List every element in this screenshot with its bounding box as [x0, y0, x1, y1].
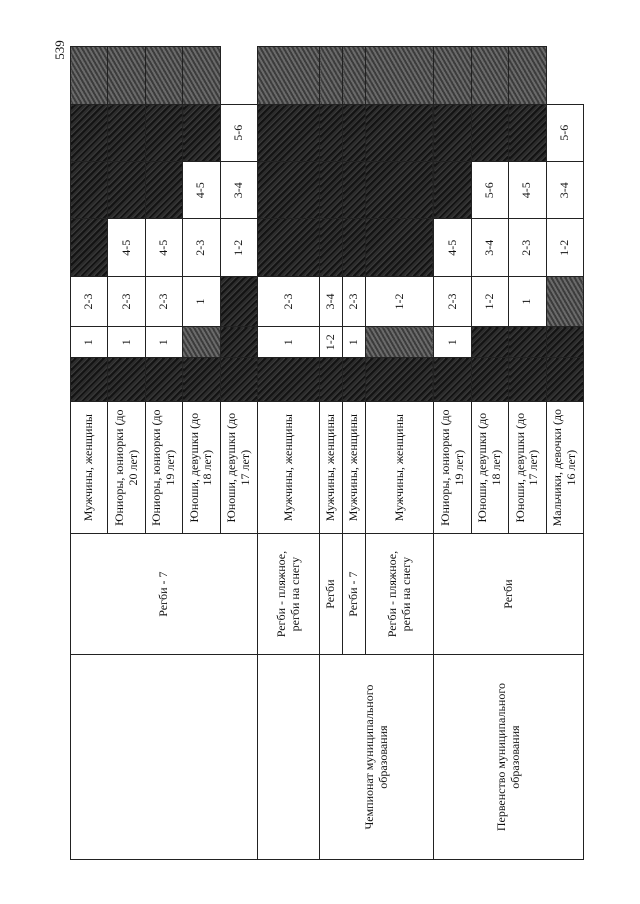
shaded-cell	[365, 104, 434, 161]
shaded-cell	[343, 219, 366, 276]
shaded-cell	[220, 358, 257, 402]
shaded-cell	[343, 162, 366, 219]
shaded-cell	[509, 358, 546, 402]
place-cell: 4-5	[145, 219, 182, 276]
sport-cell: Регби - пляжное, регби на снегу	[257, 533, 319, 654]
shaded-cell	[183, 47, 220, 105]
place-cell: 3-4	[220, 162, 257, 219]
shaded-cell	[145, 104, 182, 161]
shaded-cell	[343, 47, 366, 105]
shaded-cell	[546, 276, 583, 326]
shaded-cell	[71, 104, 108, 161]
place-cell: 1	[343, 327, 366, 358]
group-cell: Мужчины, женщины	[343, 402, 366, 534]
rotated-table-area	[70, 46, 584, 860]
shaded-cell	[320, 104, 343, 161]
group-cell: Юниоры, юниорки (до 19 лет)	[434, 402, 471, 534]
shaded-cell	[108, 104, 145, 161]
sport-cell: Регби - 7	[343, 533, 366, 654]
shaded-cell	[108, 47, 145, 105]
shaded-cell	[365, 219, 434, 276]
group-cell: Юноши, девушки (до 18 лет)	[471, 402, 508, 534]
place-cell: 5-6	[471, 162, 508, 219]
place-cell: 1-2	[546, 219, 583, 276]
sport-cell: Регби - пляжное, регби на снегу	[365, 533, 434, 654]
shaded-cell	[145, 358, 182, 402]
group-cell: Мужчины, женщины	[365, 402, 434, 534]
shaded-cell	[471, 358, 508, 402]
place-cell: 4-5	[183, 162, 220, 219]
group-cell: Мужчины, женщины	[71, 402, 108, 534]
shaded-cell	[343, 358, 366, 402]
shaded-cell	[183, 358, 220, 402]
shaded-cell	[509, 47, 546, 105]
group-cell: Юниоры, юниорки (до 19 лет)	[145, 402, 182, 534]
group-cell: Юноши, девушки (до 17 лет)	[220, 402, 257, 534]
group-cell: Юноши, девушки (до 17 лет)	[509, 402, 546, 534]
shaded-cell	[220, 327, 257, 358]
shaded-cell	[471, 327, 508, 358]
place-cell: 2-3	[71, 276, 108, 326]
shaded-cell	[108, 358, 145, 402]
place-cell: 3-4	[320, 276, 343, 326]
place-cell: 2-3	[257, 276, 319, 326]
shaded-cell	[434, 358, 471, 402]
shaded-cell	[546, 327, 583, 358]
place-cell: 4-5	[509, 162, 546, 219]
place-cell: 5-6	[546, 104, 583, 161]
shaded-cell	[257, 219, 319, 276]
shaded-cell	[257, 104, 319, 161]
place-cell: 2-3	[183, 219, 220, 276]
place-cell: 2-3	[108, 276, 145, 326]
shaded-cell	[71, 358, 108, 402]
place-cell: 1	[108, 327, 145, 358]
shaded-cell	[257, 47, 319, 105]
shaded-cell	[257, 358, 319, 402]
shaded-cell	[145, 162, 182, 219]
table-row	[434, 47, 471, 860]
shaded-cell	[434, 162, 471, 219]
page-number: 539	[52, 40, 67, 60]
shaded-cell	[71, 47, 108, 105]
shaded-cell	[365, 327, 434, 358]
shaded-cell	[145, 47, 182, 105]
competition-type-cell	[71, 655, 258, 860]
group-cell: Юноши, девушки (до 18 лет)	[183, 402, 220, 534]
place-cell: 4-5	[434, 219, 471, 276]
shaded-cell	[320, 47, 343, 105]
place-cell: 4-5	[108, 219, 145, 276]
shaded-cell	[71, 162, 108, 219]
sport-cell: Регби	[320, 533, 343, 654]
place-cell: 1-2	[471, 276, 508, 326]
shaded-cell	[343, 104, 366, 161]
place-cell: 1	[183, 276, 220, 326]
shaded-cell	[365, 358, 434, 402]
place-cell: 3-4	[546, 162, 583, 219]
place-cell: 2-3	[145, 276, 182, 326]
shaded-cell	[434, 47, 471, 105]
shaded-cell	[320, 219, 343, 276]
shaded-cell	[183, 327, 220, 358]
place-cell: 2-3	[343, 276, 366, 326]
place-cell: 2-3	[509, 219, 546, 276]
shaded-cell	[320, 358, 343, 402]
table-row	[257, 47, 319, 860]
shaded-cell	[220, 276, 257, 326]
place-cell: 1	[145, 327, 182, 358]
place-cell: 1	[257, 327, 319, 358]
place-cell: 5-6	[220, 104, 257, 161]
shaded-cell	[471, 104, 508, 161]
shaded-cell	[320, 162, 343, 219]
shaded-cell	[365, 47, 434, 105]
rotated-table	[70, 46, 584, 860]
group-cell: Юниоры, юниорки (до 20 лет)	[108, 402, 145, 534]
shaded-cell	[509, 327, 546, 358]
sport-cell: Регби	[434, 533, 584, 654]
sport-cell: Регби - 7	[71, 533, 258, 654]
place-cell: 1-2	[220, 219, 257, 276]
shaded-cell	[183, 104, 220, 161]
place-cell: 1	[434, 327, 471, 358]
place-cell: 3-4	[471, 219, 508, 276]
place-cell: 1	[71, 327, 108, 358]
shaded-cell	[471, 47, 508, 105]
shaded-cell	[434, 104, 471, 161]
place-cell: 1	[509, 276, 546, 326]
group-cell: Мальчики, девочки (до 16 лет)	[546, 402, 583, 534]
table-row	[71, 47, 108, 860]
shaded-cell	[257, 162, 319, 219]
shaded-cell	[71, 219, 108, 276]
shaded-cell	[509, 104, 546, 161]
competition-type-cell: Чемпионат муниципального образования	[320, 655, 434, 860]
shaded-cell	[108, 162, 145, 219]
group-cell: Мужчины, женщины	[257, 402, 319, 534]
group-cell: Мужчины, женщины	[320, 402, 343, 534]
place-cell: 1-2	[365, 276, 434, 326]
competition-type-cell	[257, 655, 319, 860]
place-cell: 2-3	[434, 276, 471, 326]
ranking-table	[70, 46, 584, 860]
shaded-cell	[365, 162, 434, 219]
place-cell: 1-2	[320, 327, 343, 358]
shaded-cell	[546, 358, 583, 402]
table-row	[320, 47, 343, 860]
competition-type-cell: Первенство муниципального образования	[434, 655, 584, 860]
